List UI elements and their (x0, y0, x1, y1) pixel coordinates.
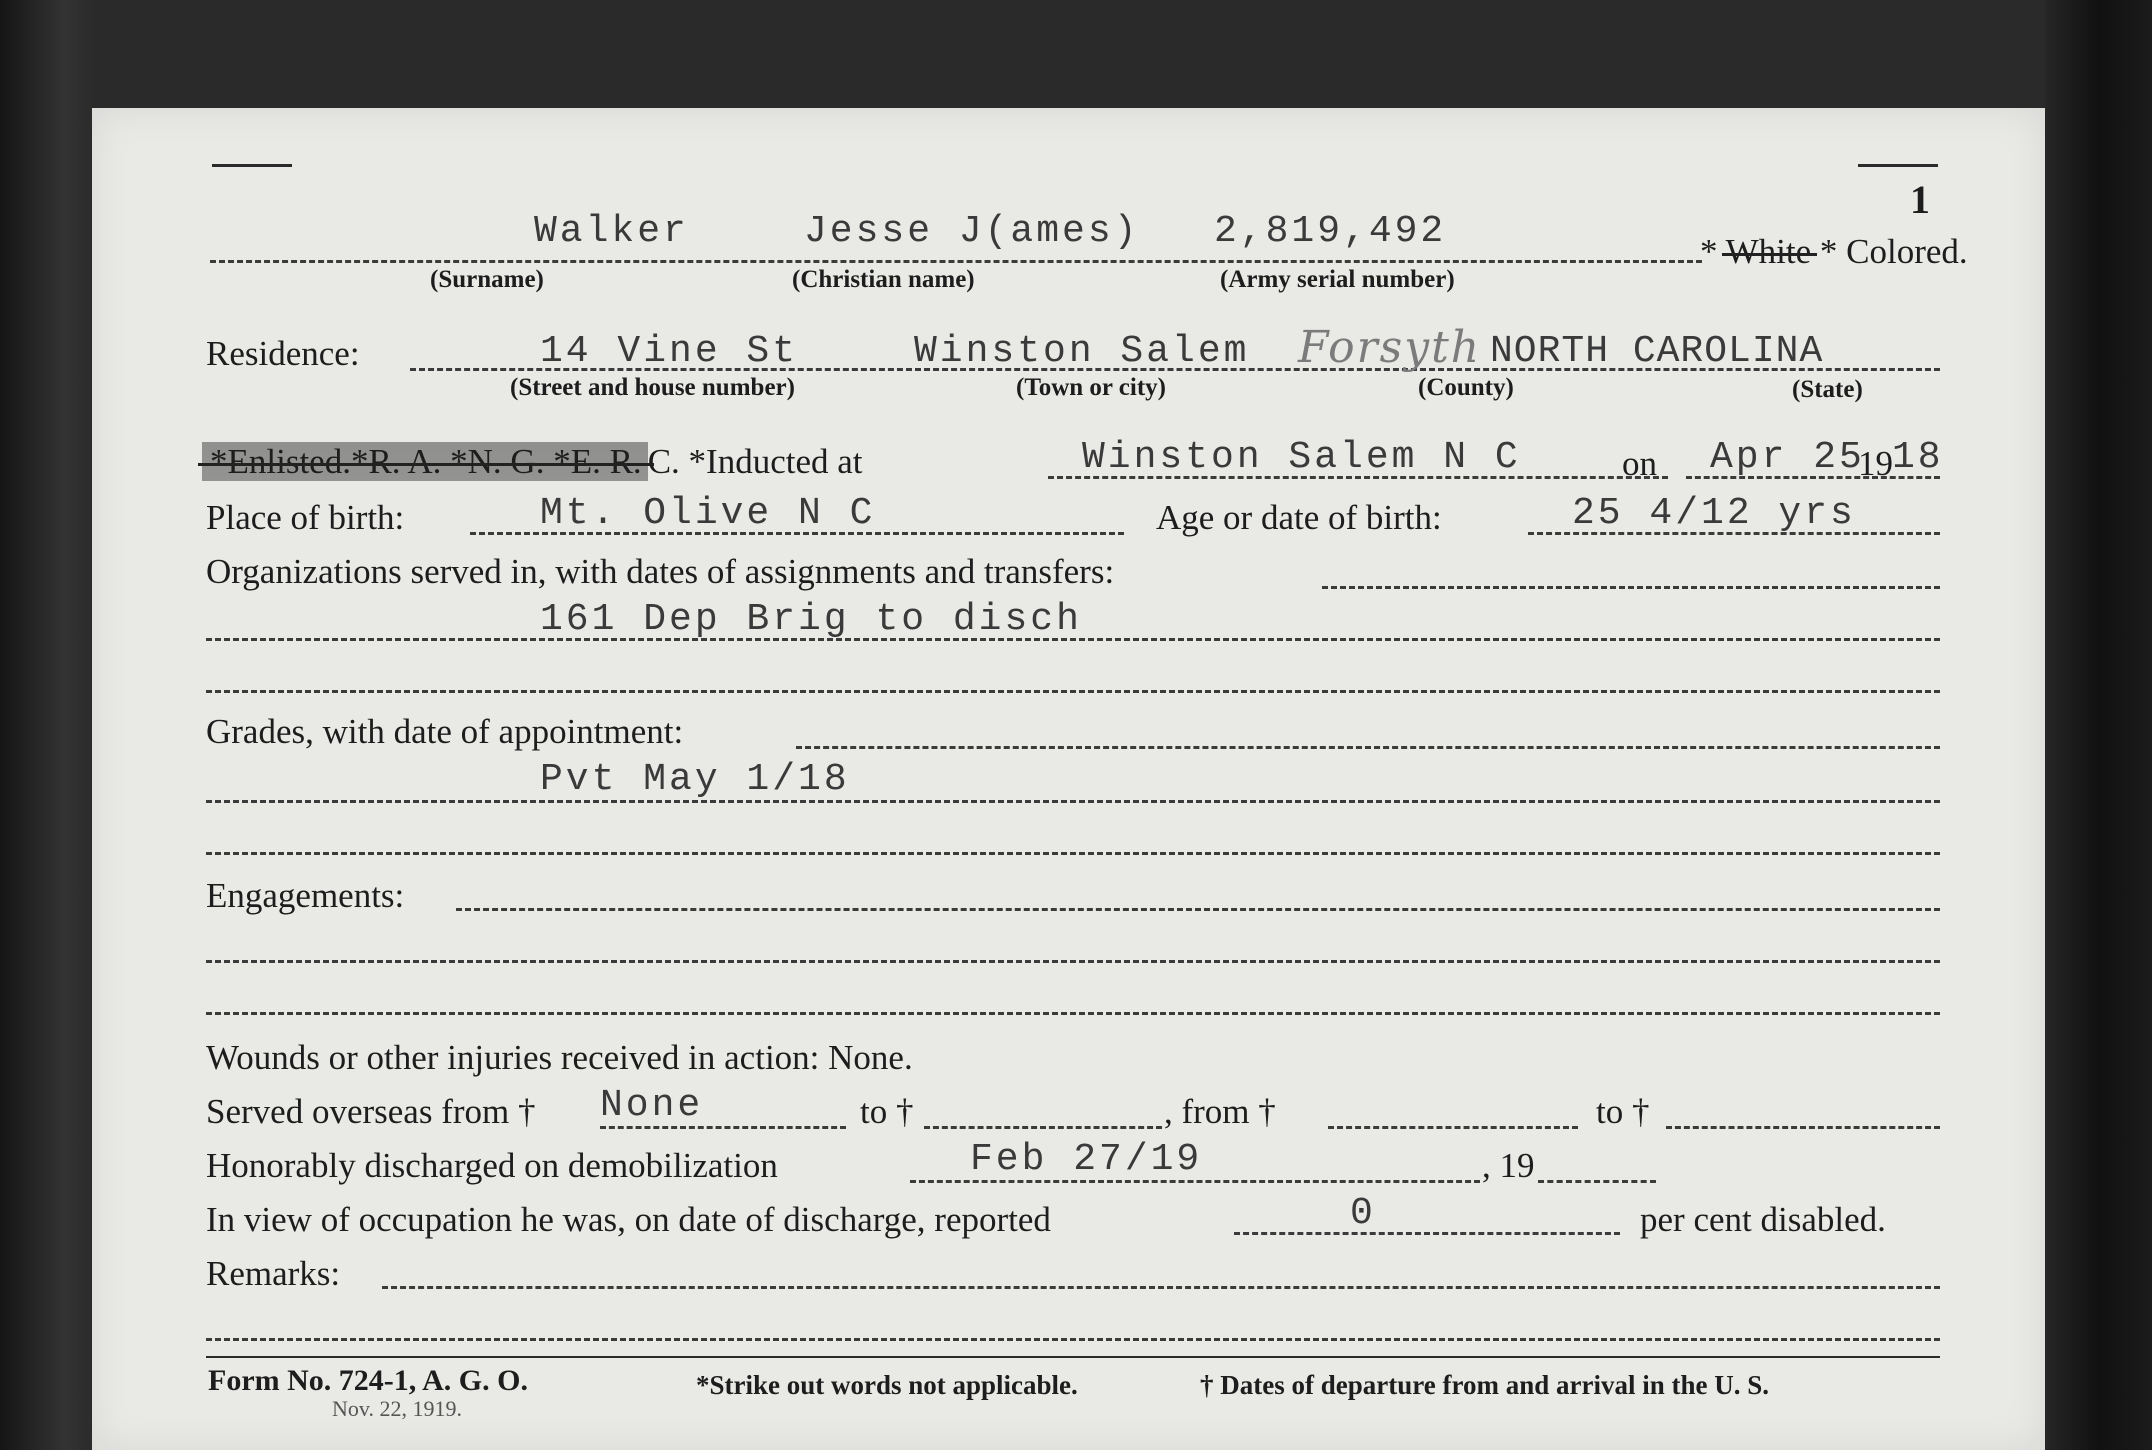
race-colored: * Colored. (1819, 232, 1968, 271)
scan-background-right (2045, 0, 2152, 1450)
inducted-place-value: Winston Salem N C (1082, 436, 1521, 479)
engagements-line-1 (456, 908, 1940, 911)
remarks-line-1 (382, 1286, 1940, 1289)
disability-value: 0 (1350, 1192, 1376, 1235)
engagements-line-3 (206, 1012, 1940, 1015)
discharge-label: Honorably discharged on demobilization (206, 1146, 778, 1185)
caption-state: (State) (1792, 376, 1863, 403)
overseas-from-value: None (600, 1084, 704, 1127)
grades-line-3 (206, 852, 1940, 855)
residence-state: NORTH CAROLINA (1490, 330, 1824, 373)
residence-label: Residence: (206, 334, 360, 373)
induction-date-value: Apr 25 (1710, 436, 1865, 479)
serial-number-value: 2,819,492 (1214, 210, 1447, 253)
overseas-to-label-1: to † (860, 1092, 914, 1131)
overseas-to-line-2 (1666, 1126, 1940, 1129)
race-star: * (1700, 232, 1718, 271)
overseas-to-line-1 (924, 1126, 1162, 1129)
grades-label: Grades, with date of appointment: (206, 712, 684, 751)
strike-out-note: *Strike out words not applicable. (696, 1370, 1078, 1400)
christian-name-value: Jesse J(ames) (804, 210, 1140, 253)
induction-year-value: 18 (1892, 436, 1944, 479)
place-of-birth-value: Mt. Olive N C (540, 492, 876, 535)
disability-suffix: per cent disabled. (1640, 1200, 1886, 1239)
organizations-label: Organizations served in, with dates of assignments and transfers: (206, 552, 1115, 591)
caption-surname: (Surname) (430, 266, 544, 293)
organizations-line-1 (1322, 586, 1940, 589)
remarks-line-2 (206, 1338, 1940, 1341)
caption-street: (Street and house number) (510, 374, 795, 401)
place-of-birth-label: Place of birth: (206, 498, 405, 537)
name-line (210, 260, 1702, 263)
remarks-label: Remarks: (206, 1254, 341, 1293)
footer-rule (206, 1356, 1940, 1358)
enlisted-struck-text: *Enlisted.*R. A. *N. G. *E. R. (202, 442, 648, 481)
age-value: 25 4/12 yrs (1572, 492, 1856, 535)
induction-year-prefix: 19 (1858, 444, 1893, 483)
organizations-value: 161 Dep Brig to disch (540, 598, 1082, 641)
age-label: Age or date of birth: (1156, 498, 1442, 537)
discharge-date-value: Feb 27/19 (970, 1138, 1203, 1181)
surname-value: Walker (534, 210, 689, 253)
residence-street: 14 Vine St (540, 330, 799, 373)
grades-value: Pvt May 1/18 (540, 758, 850, 801)
top-left-rule (212, 164, 292, 167)
disability-line (1234, 1232, 1620, 1235)
disability-label: In view of occupation he was, on date of discharge, reported (206, 1200, 1051, 1239)
service-record-card (92, 108, 2045, 1450)
induction-status (202, 442, 863, 482)
top-right-rule (1858, 164, 1938, 167)
overseas-from-label-2: , from † (1164, 1092, 1276, 1131)
inducted-label: *Inducted at (688, 442, 863, 481)
race-white-struck: White (1725, 232, 1812, 271)
residence-town: Winston Salem (914, 330, 1250, 373)
caption-christian-name: (Christian name) (792, 266, 975, 293)
caption-town: (Town or city) (1016, 374, 1166, 401)
dates-note: † Dates of departure from and arrival in the U. S. (1200, 1370, 1769, 1400)
caption-serial-number: (Army serial number) (1220, 266, 1455, 293)
race-selection (1700, 232, 1968, 272)
grades-line-1 (796, 746, 1940, 749)
grades-line-2 (206, 800, 1940, 803)
card-number: 1 (1910, 177, 1930, 222)
engagements-line-2 (206, 960, 1940, 963)
overseas-from-line-2 (1328, 1126, 1578, 1129)
wounds-label: Wounds or other injuries received in action: None. (206, 1038, 913, 1077)
form-number: Form No. 724-1, A. G. O. (208, 1364, 528, 1397)
residence-county: Forsyth (1298, 322, 1482, 373)
discharge-year-line (1538, 1180, 1656, 1183)
induction-c-suffix: C. (647, 442, 680, 481)
discharge-year-suffix: , 19 (1482, 1146, 1535, 1185)
caption-county: (County) (1418, 374, 1514, 401)
form-date-printed: Nov. 22, 1919. (332, 1396, 462, 1421)
organizations-line-3 (206, 690, 1940, 693)
overseas-label: Served overseas from † (206, 1092, 536, 1131)
scan-background-left (0, 0, 92, 1450)
on-label: on (1622, 444, 1657, 483)
scan-background-top (0, 0, 2152, 108)
engagements-label: Engagements: (206, 876, 405, 915)
overseas-to-label-2: to † (1596, 1092, 1650, 1131)
